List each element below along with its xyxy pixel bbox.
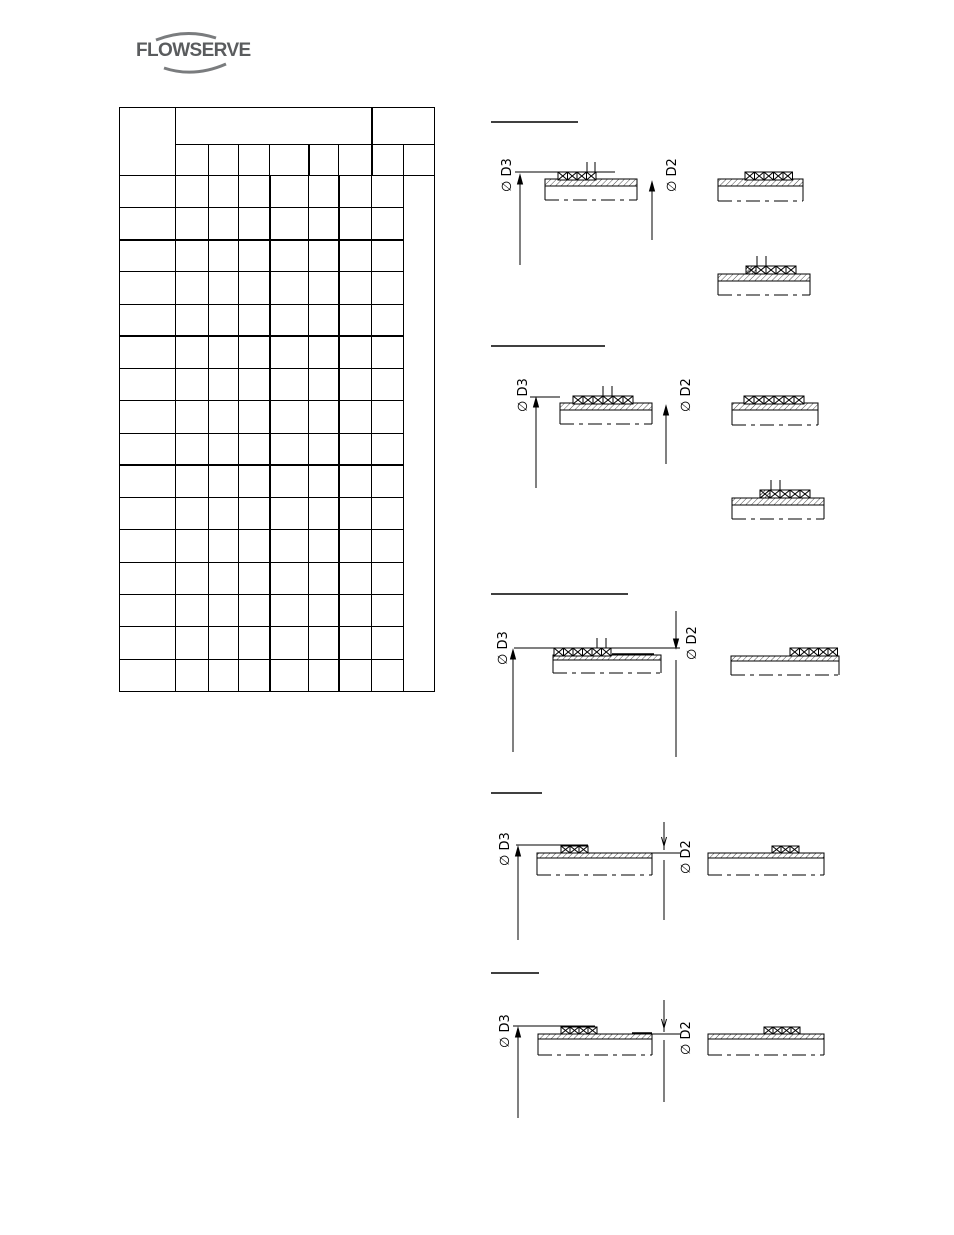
table-cell [309, 240, 339, 272]
table-cell [339, 562, 372, 594]
dense-packing-ring [746, 266, 756, 274]
table-row [120, 530, 435, 562]
table-cell [120, 240, 176, 272]
dimension-label-d2: ∅ D2 [679, 1021, 694, 1055]
table-cell [209, 272, 239, 304]
subheader-cell [372, 145, 404, 175]
dimension-label-d2: ∅ D2 [685, 626, 700, 660]
arrow-icon [650, 182, 655, 191]
subheader-cell [239, 145, 270, 175]
table-cell [209, 175, 239, 207]
sleeve-hatch [732, 498, 824, 505]
table-cell [309, 659, 339, 691]
table-cell [120, 659, 176, 691]
header-cell [372, 108, 435, 145]
arrow-icon [674, 639, 679, 648]
sleeve-hatch [708, 1034, 824, 1039]
table-cell [176, 498, 209, 530]
table-cell [176, 336, 209, 368]
table-cell [120, 207, 176, 239]
table-cell [372, 659, 404, 691]
table-cell [120, 272, 176, 304]
table-cell [209, 369, 239, 401]
table-row [120, 562, 435, 594]
table-cell [176, 595, 209, 627]
flowserve-logo [134, 30, 251, 76]
dense-packing-ring [760, 490, 770, 498]
arrow-icon [664, 406, 669, 415]
table-row [120, 595, 435, 627]
subheader-cell [404, 145, 435, 175]
table-cell [270, 272, 309, 304]
table-cell [176, 465, 209, 497]
header-cell [176, 108, 372, 145]
table-row [120, 240, 435, 272]
table-row [120, 272, 435, 304]
table-cell [239, 627, 270, 659]
dimension-label-d3: ∅ D3 [498, 832, 513, 866]
table-cell [372, 401, 404, 433]
table-cell [270, 659, 309, 691]
table-cell [120, 465, 176, 497]
table-cell [120, 369, 176, 401]
table-cell [120, 498, 176, 530]
sleeve-hatch [538, 1034, 652, 1039]
subheader-cell [309, 145, 339, 175]
table-cell [309, 304, 339, 336]
table-cell [176, 304, 209, 336]
table-cell [176, 562, 209, 594]
table-cell [176, 240, 209, 272]
table-cell [339, 401, 372, 433]
table-cell [239, 562, 270, 594]
table-cell [309, 401, 339, 433]
dimension-label-d3: ∅ D3 [516, 378, 531, 412]
table-cell [239, 433, 270, 465]
table-cell [372, 595, 404, 627]
table-cell [209, 304, 239, 336]
dimension-table-body [120, 108, 435, 692]
table-cell [209, 530, 239, 562]
table-cell [120, 175, 176, 207]
table-cell [339, 498, 372, 530]
table-cell [372, 207, 404, 239]
table-cell [239, 175, 270, 207]
dimension-label-d2: ∅ D2 [665, 158, 680, 192]
table-cell [309, 627, 339, 659]
header-cell [120, 108, 176, 176]
table-cell [209, 433, 239, 465]
table-cell [239, 272, 270, 304]
arrow-icon [518, 175, 523, 184]
dimension-label-d3: ∅ D3 [498, 1014, 513, 1048]
table-cell [270, 401, 309, 433]
sleeve-hatch [708, 853, 824, 858]
table-cell [270, 240, 309, 272]
table-cell [309, 175, 339, 207]
table-cell [270, 304, 309, 336]
table-cell [120, 595, 176, 627]
arrow-icon [516, 847, 521, 856]
table-cell [309, 465, 339, 497]
dimension-table [119, 107, 435, 692]
table-cell [209, 627, 239, 659]
seal-drawings [486, 110, 846, 1130]
table-row [120, 627, 435, 659]
table-cell [209, 401, 239, 433]
table-cell [120, 562, 176, 594]
table-cell [339, 595, 372, 627]
table-cell [270, 336, 309, 368]
table-cell [309, 272, 339, 304]
table-cell [270, 627, 309, 659]
table-cell [339, 530, 372, 562]
table-cell [120, 304, 176, 336]
table-row [120, 175, 435, 207]
table-cell [309, 562, 339, 594]
table-cell [209, 207, 239, 239]
table-cell [372, 272, 404, 304]
arrow-icon [534, 398, 539, 407]
table-cell [372, 433, 404, 465]
table-cell [176, 433, 209, 465]
table-cell [239, 530, 270, 562]
table-cell [209, 240, 239, 272]
table-cell [209, 562, 239, 594]
table-cell [372, 627, 404, 659]
table-cell [270, 498, 309, 530]
table-row [120, 465, 435, 497]
table-row [120, 659, 435, 691]
table-cell [339, 304, 372, 336]
table-cell [120, 530, 176, 562]
table-cell [372, 498, 404, 530]
table-row [120, 369, 435, 401]
table-cell [372, 465, 404, 497]
table-row [120, 433, 435, 465]
table-cell [372, 369, 404, 401]
table-cell [239, 465, 270, 497]
table-cell [270, 433, 309, 465]
table-cell [270, 175, 309, 207]
table-cell [309, 595, 339, 627]
lantern-ring-icon [587, 162, 595, 172]
sleeve-hatch [731, 656, 839, 661]
table-cell [309, 433, 339, 465]
table-cell [176, 659, 209, 691]
table-cell [176, 207, 209, 239]
lantern-ring-icon [597, 638, 606, 648]
sleeve-hatch [537, 853, 652, 858]
table-cell [372, 336, 404, 368]
dimension-label-d2: ∅ D2 [679, 840, 694, 874]
table-cell [270, 369, 309, 401]
table-cell [239, 207, 270, 239]
table-cell [372, 562, 404, 594]
table-cell [239, 240, 270, 272]
sleeve-hatch [718, 274, 810, 281]
table-cell [339, 207, 372, 239]
table-cell [339, 433, 372, 465]
table-cell [239, 659, 270, 691]
table-cell [176, 530, 209, 562]
arrow-icon [516, 1028, 521, 1037]
table-cell [209, 498, 239, 530]
table-cell [309, 530, 339, 562]
table-cell [309, 498, 339, 530]
table-header-row [120, 108, 435, 145]
table-cell [120, 627, 176, 659]
table-cell [239, 498, 270, 530]
subheader-cell [176, 145, 209, 175]
table-cell [270, 207, 309, 239]
brand-name: FLOWSERVE [136, 40, 251, 61]
table-cell [339, 240, 372, 272]
table-cell [372, 530, 404, 562]
dimension-label-d3: ∅ D3 [496, 631, 511, 665]
lantern-ring-icon [771, 480, 780, 490]
table-row [120, 498, 435, 530]
table-cell [209, 465, 239, 497]
dimension-label-d3: ∅ D3 [500, 158, 515, 192]
table-cell [120, 433, 176, 465]
subheader-cell [209, 145, 239, 175]
table-cell [309, 336, 339, 368]
lantern-ring-icon [757, 256, 766, 266]
table-cell [339, 175, 372, 207]
table-cell [209, 336, 239, 368]
table-cell [309, 369, 339, 401]
dimension-label-d2: ∅ D2 [679, 378, 694, 412]
table-cell [176, 175, 209, 207]
table-cell [339, 369, 372, 401]
table-cell [270, 530, 309, 562]
table-cell [270, 562, 309, 594]
table-cell [239, 304, 270, 336]
table-cell [176, 369, 209, 401]
table-row [120, 207, 435, 239]
table-cell [209, 659, 239, 691]
table-cell [339, 336, 372, 368]
table-cell [176, 401, 209, 433]
subheader-cell [270, 145, 309, 175]
table-cell [120, 401, 176, 433]
table-cell [339, 659, 372, 691]
subheader-cell [339, 145, 372, 175]
table-cell [120, 336, 176, 368]
table-cell [239, 336, 270, 368]
table-cell [176, 627, 209, 659]
table-cell [372, 304, 404, 336]
table-cell [270, 465, 309, 497]
table-cell [239, 369, 270, 401]
table-row [120, 401, 435, 433]
table-cell [309, 207, 339, 239]
table-cell [372, 175, 404, 207]
table-cell [209, 595, 239, 627]
lantern-ring-icon [603, 386, 612, 396]
table-cell [372, 240, 404, 272]
table-cell [339, 465, 372, 497]
table-cell [339, 272, 372, 304]
table-row [120, 336, 435, 368]
arrow-icon [511, 650, 516, 659]
table-row [120, 304, 435, 336]
table-cell [239, 595, 270, 627]
table-cell [339, 627, 372, 659]
table-cell [270, 595, 309, 627]
table-cell [176, 272, 209, 304]
table-cell [239, 401, 270, 433]
